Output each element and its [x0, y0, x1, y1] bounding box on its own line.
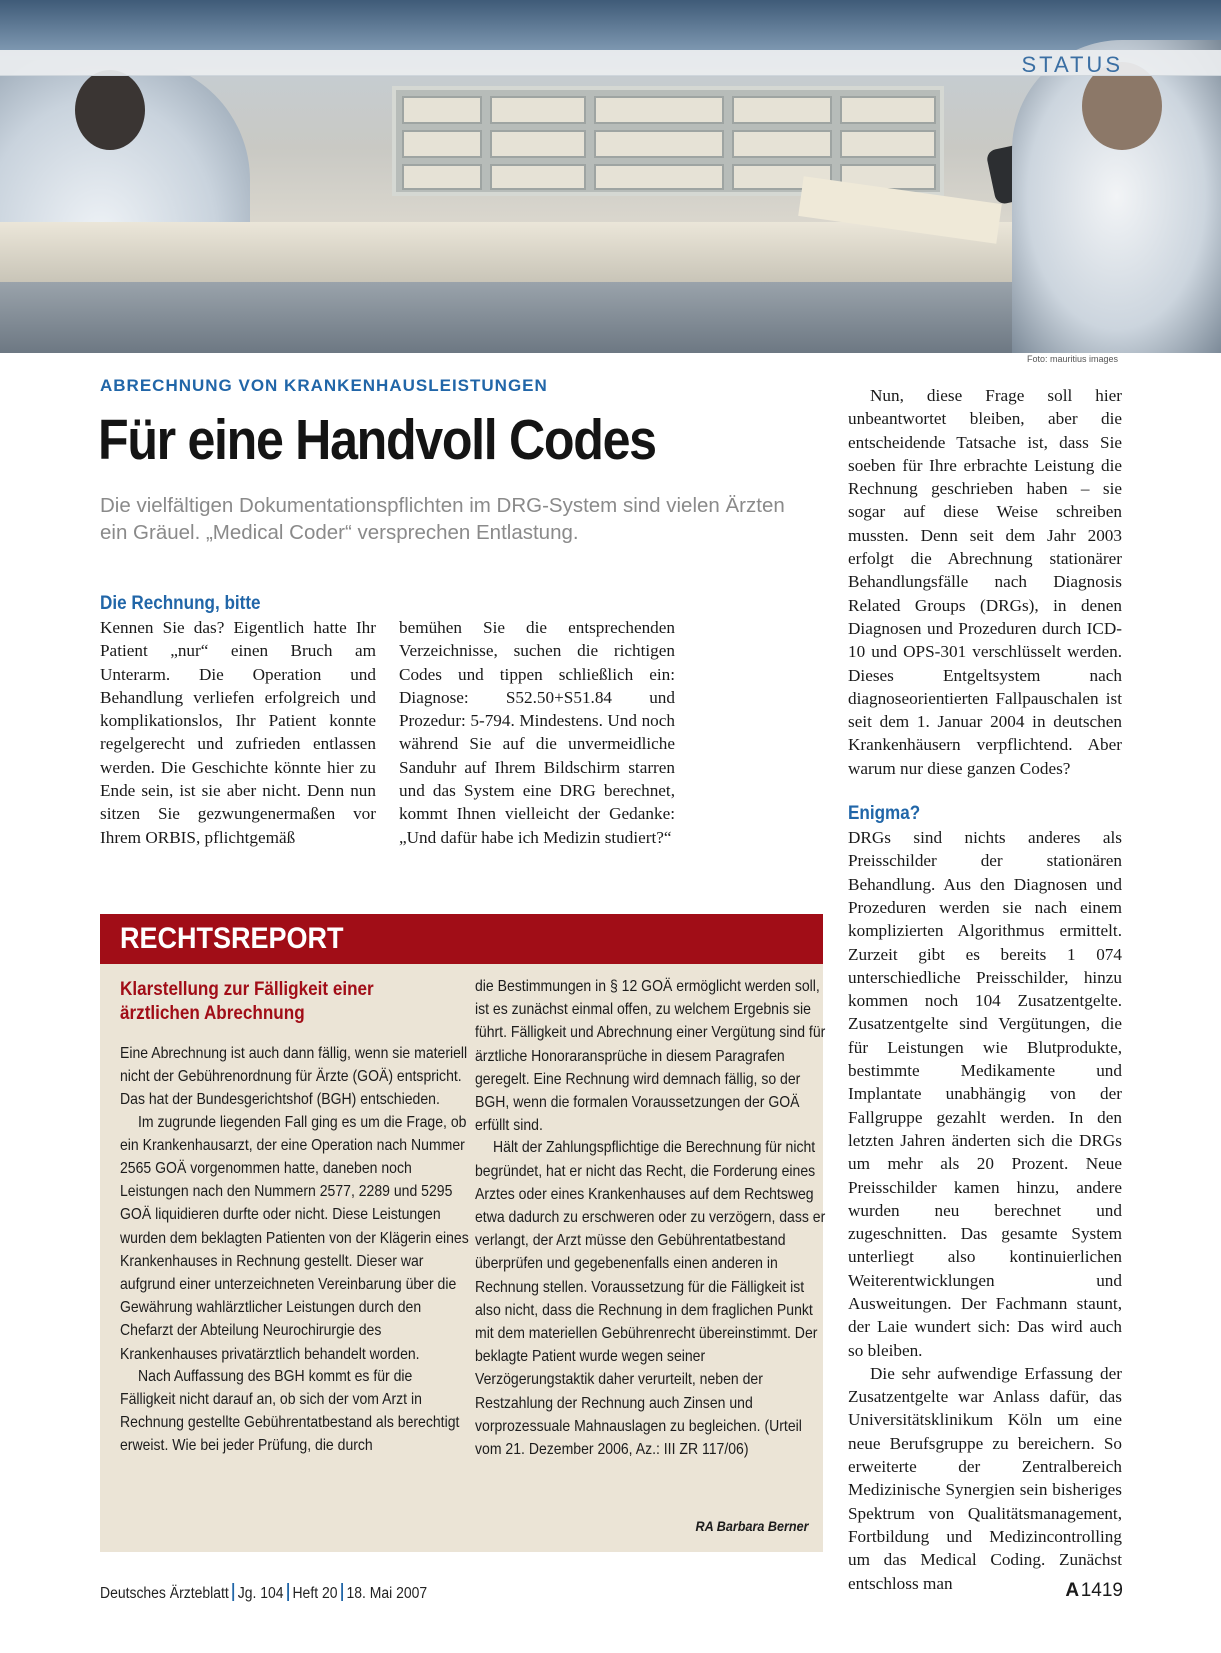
- rechtsreport-author: RA Barbara Berner: [696, 1518, 809, 1534]
- header-photo: [0, 0, 1221, 353]
- photo-doctor-right: [1012, 40, 1221, 353]
- rechtsreport-box: [100, 914, 826, 1552]
- article-column-1: [100, 592, 376, 849]
- column-3-paragraph-1: Nun, diese Frage soll hier unbeantwortet bleiben, aber die entscheidende Tatsache ist, dass Sie soeben für Ihre erbrachte Leistung die Rechnung geschrieben haben – sie sogar auf diese Weise schreiben mussten. Denn seit dem Jahr 2003 erfolgt die Abrechnung stationärer Behandlungsfälle nach Diagnosis Related Groups (DRGs), in denen Diagnosen und Prozeduren durch ICD-10 und OPS-301 verschlüsselt werden. Dieses Entgeltsystem nach diagnoseorientierten Fallpauschalen ist seit dem 1. Januar 2004 in deutschen Krankenhäusern verpflichtend. Aber warum nur diese ganzen Codes?: [848, 386, 1122, 778]
- page-number-value: 1419: [1080, 1580, 1123, 1601]
- shelf-cubby: [490, 96, 586, 124]
- shelf-cubby: [594, 164, 724, 190]
- shelf-cubby: [732, 130, 832, 158]
- footer-separator: [287, 1583, 289, 1601]
- footer-date: 18. Mai 2007: [346, 1585, 428, 1602]
- page-number-prefix: A: [1065, 1580, 1080, 1601]
- article-kicker: ABRECHNUNG VON KRANKENHAUSLEISTUNGEN: [100, 376, 548, 395]
- shelf-cubby: [490, 130, 586, 158]
- footer-volume: Jg. 104: [237, 1585, 284, 1602]
- rechtsreport-paragraph: Eine Abrechnung ist auch dann fällig, wenn sie materiell nicht der Gebührenordnung für Ärzte (GOÄ) entspricht. Das hat der Bundesgerichtshof (BGH) entschieden.: [120, 1045, 468, 1109]
- footer-issue: Heft 20: [292, 1585, 338, 1602]
- photo-doctor-left-head: [75, 70, 145, 150]
- subheading-rechnung: Die Rechnung, bitte: [100, 593, 261, 614]
- rechtsreport-paragraph: Nach Auffassung des BGH kommt es für die Fälligkeit nicht darauf an, ob sich der vom Arzt in Rechnung gestellte Gebührentatbestand als berechtigt erweist. Wie bei jeder Prüfung, die durch: [120, 1367, 460, 1455]
- rechtsreport-column-1: [120, 1042, 470, 1458]
- column-2-text: bemühen Sie die entsprechenden Verzeichnisse, suchen die richtigen Codes und tippen schließlich ein: Diagnose: S52.50+S51.84 und Prozedur: 5-794. Mindestens. Und noch während Sie auf die unvermeidliche Sanduhr auf Ihrem Bildschirm starren und das System eine DRG berechnet, kommt Ihnen vielleicht der Gedanke: „Und dafür habe ich Medizin studiert?“: [399, 618, 675, 847]
- article-column-3: [848, 384, 1122, 1595]
- shelf-cubby: [732, 96, 832, 124]
- section-label: STATUS: [1021, 52, 1123, 77]
- rechtsreport-paragraph: Im zugrunde liegenden Fall ging es um die Frage, ob ein Krankenhausarzt, der eine Operation nach Nummer 2565 GOÄ vorgenommen hatte, daneben noch Leistungen nach den Nummern 2577, 2289 und 5295 GOÄ liquidieren durfte oder nicht. Diese Leistungen wurden dem beklagten Patienten von der Klägerin eines Krankenhauses in Rechnung gestellt. Dieser war aufgrund einer unterzeichneten Vereinbarung über die Gewährung wahlärztlicher Leistungen durch den Chefarzt der Abteilung Neurochirurgie des Krankenhauses privatärztlich behandelt worden.: [120, 1113, 469, 1363]
- photo-background: [0, 0, 1221, 50]
- shelf-cubby: [840, 96, 936, 124]
- shelf-cubby: [594, 130, 724, 158]
- shelf-cubby: [402, 96, 482, 124]
- article-column-2: [399, 616, 675, 849]
- page-number: [1065, 1580, 1123, 1602]
- article-teaser: Die vielfältigen Dokumentationspflichten im DRG-System sind vielen Ärzten ein Gräuel. „Medical Coder“ versprechen Entlastung.: [100, 494, 785, 544]
- rechtsreport-title: RECHTSREPORT: [120, 922, 344, 955]
- photo-filing-shelf: [392, 86, 944, 196]
- footer-separator: [232, 1583, 234, 1601]
- shelf-cubby: [402, 130, 482, 158]
- footer-separator: [341, 1583, 343, 1601]
- rechtsreport-headline: Klarstellung zur Fälligkeit einer ärztlichen Abrechnung: [120, 979, 374, 1024]
- photo-credit: Foto: mauritius images: [1026, 354, 1118, 364]
- shelf-cubby: [490, 164, 586, 190]
- rechtsreport-bar: [100, 914, 823, 964]
- article-headline: Für eine Handvoll Codes: [98, 408, 656, 472]
- column-3-paragraph-2: DRGs sind nichts anderes als Preisschilder der stationären Behandlung. Aus den Diagnosen und Prozeduren werden sie nach einem komplizierten Algorithmus ermittelt. Zurzeit gibt es bereits 1 074 unterschiedliche Preisschilder, hinzu kommen noch 104 Zusatzentgelte. Zusatzentgelte sind Vergütungen, die für Leistungen wie Blutprodukte, bestimmte Medikamente und Implantate unabhängig von der Fallgruppe gezahlt werden. In den letzten Jahren änderten sich die DRGs um mehr als 20 Prozent. Neue Preisschilder kamen hinzu, andere wurden neu berechnet und zugeschnitten. Das gesamte System unterliegt also kontinuierlichen Weiterentwicklungen und Ausweitungen. Der Fachmann staunt, der Laie wundert sich: Das wird auch so bleiben.: [848, 828, 1122, 1360]
- shelf-cubby: [840, 130, 936, 158]
- footer-journal: Deutsches Ärzteblatt: [100, 1585, 229, 1602]
- rechtsreport-column-2: [475, 975, 829, 1461]
- column-1-text: Kennen Sie das? Eigentlich hatte Ihr Patient „nur“ einen Bruch am Unterarm. Die Operation und Behandlung verliefen erfolgreich und komplikationslos, Ihr Patient konnte regelgerecht und zufrieden entlassen werden. Die Geschichte könnte hier zu Ende sein, ist sie aber nicht. Denn nun sitzen Sie gezwungenermaßen vor Ihrem ORBIS, pflichtgemäß: [100, 618, 376, 847]
- shelf-cubby: [402, 164, 482, 190]
- column-3-paragraph-3: Die sehr aufwendige Erfassung der Zusatzentgelte war Anlass dafür, das Universitätsklinikum Köln um eine neue Berufsgruppe zu bereichern. So erweiterte der Zentralbereich Medizinische Synergien sein bisheriges Spektrum von Qualitätsmanagement, Fortbildung und Medizincontrolling um das Medical Coding. Zunächst entschloss man: [848, 1363, 1122, 1593]
- rechtsreport-paragraph: Hält der Zahlungspflichtige die Berechnung für nicht begründet, hat er nicht das Recht, die Forderung eines Arztes oder eines Krankenhauses auf dem Rechtsweg etwa dadurch zu erschweren oder zu verzögern, dass er verlangt, der Arzt müsse den Gebührentatbestand überprüfen und gegebenenfalls einen anderen in Rechnung stellen. Voraussetzung für die Fälligkeit ist also nicht, dass die Rechnung in dem fraglichen Punkt mit dem materiellen Gebührenrecht übereinstimmt. Der beklagte Patient wurde wegen seiner Verzögerungstaktik daher verurteilt, neben der Restzahlung der Rechnung auch Zinsen und vorprozessuale Mahnauslagen zu begleichen. (Urteil vom 21. Dezember 2006, Az.: III ZR 117/06): [475, 1139, 826, 1459]
- shelf-cubby: [594, 96, 724, 124]
- page-footer: [100, 1583, 427, 1603]
- rechtsreport-paragraph: die Bestimmungen in § 12 GOÄ ermöglicht werden soll, ist es zunächst einmal offen, zu welchem Ergebnis sie führt. Fälligkeit und Abrechnung einer Vergütung sind für ärztliche Honoraransprüche in diesem Paragrafen geregelt. Eine Rechnung wird demnach fällig, so der BGH, wenn die formalen Voraussetzungen der GOÄ erfüllt sind.: [475, 978, 826, 1135]
- subheading-enigma: Enigma?: [848, 803, 921, 825]
